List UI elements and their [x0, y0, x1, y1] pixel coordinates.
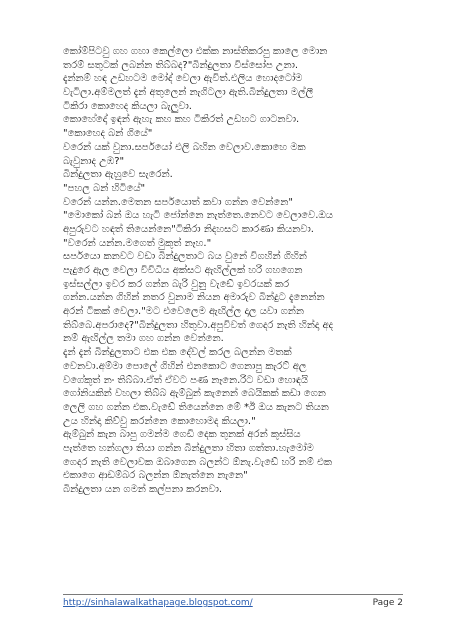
text-line: බින්දුලතා යන ගමන් කල්පනා කරනවා. — [63, 484, 223, 495]
story-text — [63, 45, 403, 497]
text-line: ඇම්බුන් කැන බාපු ගමන්ම ගෙඩි දෙක තුනක් අරන් කුස්සිය — [63, 429, 301, 441]
text-line: ඉස්සල්ලා ඉවර කර ගන්න බැරි වුනු වැඩේ ඉවරයක් කර — [63, 278, 290, 290]
text-line: කොහේදෝ ඉඳන් ඇහැ කහ කහ ටිකිරත් උඩහට ගාටනවා. — [63, 114, 300, 126]
text-line: ලෙලි ගහ ගන්න එක.වැඩේ තියෙන්නෙ මේ *ඊ ඔය කැනට තියන — [63, 401, 329, 413]
page-footer — [63, 594, 403, 615]
text-line: "මොකෝ බන් ඔය හැටි ජෝන්නෙ නැත්තෙ.නෙවට වෙලාවෙ.ඔය — [63, 210, 333, 222]
page-number: Page 2 — [372, 598, 403, 608]
text-line: පැත්තෙ හන්ගලා තියා ගන්න බින්දුලතා හිතා ගත්තා.හැමෝම — [63, 442, 314, 454]
text-line: තිබ්බෙ.අපරාදෙ?"බින්දුලතා හිතුවා.අපුවිවත් ගෙදර නැති හින්දා අද — [63, 319, 334, 331]
text-line: බැවුනාද උඹ?" — [63, 155, 125, 167]
text-line: ටිකිරා කොහෙද කියලා බැලුවා. — [63, 100, 192, 112]
text-line: උය හින්දා කිව්වු කරන්නෙ කොහොමද කියලා." — [63, 415, 256, 427]
text-line: ගෙදර නැති වෙලාවක ඔබාගෙන බලන්ට ඕනැ.වැඩේ හරි නම් එක — [63, 456, 332, 468]
text-line: සර්පයො කනවට වඩා බින්දුලතාට බය වුනේ විගහින් ගිහින් — [63, 251, 307, 263]
text-line: තරම් සතුටක් ලබන්න තිබ්බද?"බින්දුලතා විස්සෝප උනා. — [63, 59, 299, 71]
blog-link[interactable]: http://sinhalawalkathapage.blogspot.com/ — [63, 598, 253, 608]
text-line: බින්දුලතා ඇහුවෙ සැරෙන්. — [63, 169, 173, 181]
text-line: දැන්නම් හඳ උඩහටම මෝද් වෙලා ඇවිත්.එලිය හොදටෝම — [63, 73, 303, 85]
text-line: වරෙන් යක් වුනා.සර්පයෝ එලි බහින වෙලාව.කොහෙ මක — [63, 141, 306, 153]
text-line: "කොහෙද බන් ගියේ" — [63, 128, 153, 140]
text-line: අරන් ටිකක් වෙලා."මට එවෙලෙම ඇඟිල්ල දාල යවා ගන්න — [63, 306, 304, 318]
text-line: ගෝනියකින් වහලා තිබ්බ ඇම්බුන් කැනෙන් බෙයිකක් කඩා ගෙන — [63, 388, 326, 400]
text-line: වෙනවා.අම්මා පොලේ ගිහින් එනකොට ගෙනාපු කැරට් අල — [63, 360, 307, 372]
text-line: දැන් දැන් බින්දුලතාට එක එක දේවල් කරල බලන්න මතක් — [63, 347, 292, 359]
text-line: වරෙන් යන්න.මෙතන සර්පයොත් කවා ගන්න වෙන්නෙ" — [63, 196, 293, 208]
text-line: "වරෙන් යන්න.මගෙත් මුකුත් නෑහ." — [63, 237, 212, 249]
text-line: කෝම්පිටවු ගහ ගහා කෙල්ලො එක්ක නාස්තිකරපු කාලෙ මොන — [63, 46, 328, 57]
text-line: වගේකුත් නං තිබ්බා.ඒත් ඒවට පණ නෑනෙ.රිට වඩා හොඳයි — [63, 374, 309, 386]
text-line: නම් ඇඟිල්ල තමා ගහ ගන්න වෙන්නෙ. — [63, 333, 224, 345]
text-line: වැටිලා.අම්මලත් දැන් අතුලෙන් නැගිටලා ඇති.බින්දුලතා මල්ලී — [63, 87, 314, 99]
text-line: එකාගෙ ආඩම්බර බලන්න ඕනැත්නෙ නැනෙ" — [63, 470, 248, 482]
text-line: "පහල බන් හිටියේ" — [63, 182, 146, 194]
text-line: ගන්න.යන්න ගිහින් නතර වුනාම නියන අමාරුව බින්දුට දැනෙන්න — [63, 292, 325, 304]
text-line: අපුරුවට හඳත් තියෙන්නෙ"ටිකිරා නිදහසට කාරණා කියනවා. — [63, 223, 314, 235]
text-line: පැදුරෙ ඇල වෙලා විවිධිය අක්සට ඇඟිල්ලක් හරි ගහගෙන — [63, 265, 303, 276]
